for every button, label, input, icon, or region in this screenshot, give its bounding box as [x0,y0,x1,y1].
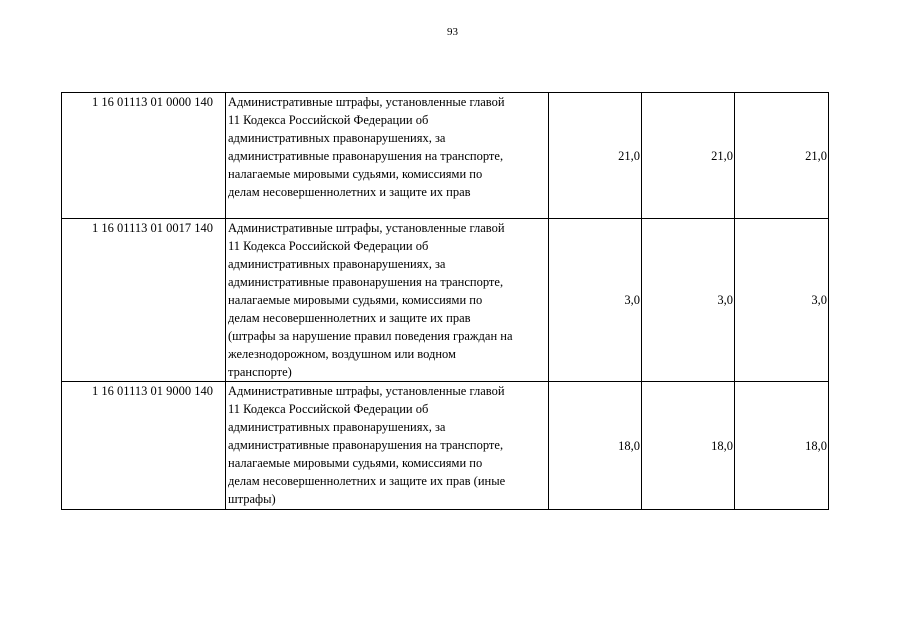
description-line: (штрафы за нарушение правил поведения граждан на [228,329,513,343]
description-line: административные правонарушения на транспорте, [228,438,504,452]
description-line: 11 Кодекса Российской Федерации об [228,239,429,253]
description-line: Административные штрафы, установленные главой [228,95,505,109]
description-line: железнодорожном, воздушном или водном [228,347,456,361]
budget-revenue-table [61,92,829,510]
value-cell-year-3: 18,0 [735,382,829,510]
row-description-cell [226,219,549,382]
description-line: административные правонарушения на транспорте, [228,149,504,163]
table-row [62,219,829,382]
description-line: административных правонарушениях, за [228,131,446,145]
description-line: налагаемые мировыми судьями, комиссиями по [228,293,483,307]
row-description-cell [226,93,549,219]
description-line: штрафы) [228,492,276,506]
value-cell-year-2: 3,0 [642,219,735,382]
value-cell-year-3: 3,0 [735,219,829,382]
description-line: налагаемые мировыми судьями, комиссиями по [228,167,483,181]
description-line: 11 Кодекса Российской Федерации об [228,113,429,127]
value-cell-year-2: 21,0 [642,93,735,219]
value-cell-year-1: 3,0 [549,219,642,382]
table-row [62,382,829,510]
description-line: Административные штрафы, установленные главой [228,221,505,235]
value-cell-year-1: 21,0 [549,93,642,219]
value-cell-year-2: 18,0 [642,382,735,510]
description-line: административных правонарушениях, за [228,420,446,434]
row-code-cell: 1 16 01113 01 0017 140 [62,219,226,382]
row-code-cell: 1 16 01113 01 9000 140 [62,382,226,510]
description-line: налагаемые мировыми судьями, комиссиями по [228,456,483,470]
value-cell-year-3: 21,0 [735,93,829,219]
description-line: Административные штрафы, установленные главой [228,384,505,398]
description-line: делам несовершеннолетних и защите их прав [228,311,471,325]
description-line: делам несовершеннолетних и защите их прав (иные [228,474,506,488]
page-number: 93 [447,26,458,38]
table-row [62,93,829,219]
row-code-cell: 1 16 01113 01 0000 140 [62,93,226,219]
row-description-cell [226,382,549,510]
description-line: транспорте) [228,365,292,379]
description-line: 11 Кодекса Российской Федерации об [228,402,429,416]
description-line: административных правонарушениях, за [228,257,446,271]
description-line: делам несовершеннолетних и защите их прав [228,185,471,199]
description-line: административные правонарушения на транспорте, [228,275,504,289]
value-cell-year-1: 18,0 [549,382,642,510]
